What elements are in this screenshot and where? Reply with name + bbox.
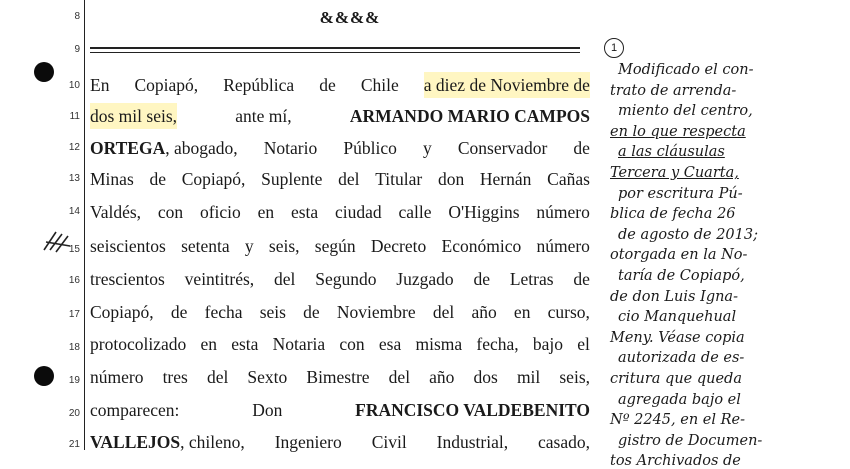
note-number-circle: 1: [604, 38, 624, 58]
line-number: 16: [68, 275, 80, 286]
text-word: misma: [415, 334, 463, 354]
bold-name: FRANCISCO VALDEBENITO: [355, 400, 590, 420]
text-word: veintitrés,: [184, 269, 255, 289]
text-word: Civil: [371, 432, 407, 452]
text-word: del: [388, 367, 411, 387]
text-word: Industrial,: [436, 432, 509, 452]
text-word: tres: [162, 367, 188, 387]
text-word: y: [244, 236, 254, 256]
text-word: según: [314, 236, 356, 256]
text-word: de: [573, 138, 590, 158]
text-word: seis,: [559, 367, 590, 387]
margin-note-line: blica de fecha 26: [610, 206, 736, 223]
text-word: y: [422, 138, 432, 158]
line-number: 15: [68, 244, 80, 255]
text-word: fecha,: [476, 334, 519, 354]
text-word: en: [257, 202, 275, 222]
text-word: con: [339, 334, 365, 354]
bold-name-group: [90, 429, 245, 455]
text-word: bajo: [532, 334, 564, 354]
text-word: ciudad: [335, 202, 382, 222]
text-word: oficio: [199, 202, 241, 222]
text-line: [90, 233, 590, 259]
text-word: del: [432, 302, 455, 322]
text-word: seiscientos: [90, 236, 166, 256]
text-word: esta: [231, 334, 259, 354]
text-word: en: [200, 334, 217, 354]
text-word: Cañas: [547, 169, 590, 189]
line-number: 19: [68, 375, 80, 386]
text-word: Copiapó,: [181, 169, 246, 189]
text-word: , chileno,: [180, 432, 245, 452]
margin-note-line: cio Manquehual: [618, 309, 737, 326]
text-word: comparecen:: [90, 400, 180, 420]
text-word: Hernán: [479, 169, 532, 189]
text-word: Sexto: [247, 367, 288, 387]
text-word: Segundo: [315, 269, 377, 289]
highlighted-text: a diez de Noviembre de: [424, 72, 590, 98]
margin-note-line: gistro de Documen-: [618, 432, 763, 449]
text-word: de: [149, 169, 166, 189]
text-word: esa: [378, 334, 402, 354]
margin-note-line: miento del centro,: [618, 103, 753, 120]
line-number: 17: [68, 309, 80, 320]
text-word: Noviembre: [336, 302, 416, 322]
margin-note-line: de don Luis Igna-: [610, 288, 738, 305]
text-word: setenta: [181, 236, 230, 256]
text-word: esta: [290, 202, 319, 222]
punch-hole: [34, 62, 54, 82]
bold-name: ORTEGA: [90, 138, 166, 158]
margin-note-line: Tercera y Cuarta,: [610, 165, 739, 181]
text-word: don: [437, 169, 465, 189]
document-header: &&&&: [319, 8, 381, 27]
text-line: [90, 103, 590, 129]
margin-note-line: Meny. Véase copia: [610, 329, 745, 346]
margin-note-line: autorizada de es-: [618, 350, 745, 367]
line-number: 12: [68, 142, 80, 153]
bold-name: ARMANDO MARIO CAMPOS: [349, 106, 590, 126]
text-line: [90, 331, 590, 357]
text-word: Valdés,: [90, 202, 142, 222]
text-word: de: [473, 269, 491, 289]
text-line: [90, 166, 590, 192]
text-word: Titular: [375, 169, 423, 189]
text-word: Decreto: [370, 236, 427, 256]
text-word: de: [303, 302, 320, 322]
text-word: del: [274, 269, 296, 289]
text-word: Notario: [263, 138, 318, 158]
text-word: Minas: [90, 169, 134, 189]
margin-pen-mark: [40, 228, 76, 256]
margin-note-line: por escritura Pú-: [618, 185, 743, 202]
text-word: Juzgado: [396, 269, 454, 289]
text-word: del: [338, 169, 360, 189]
margin-note-line: de agosto de 2013;: [618, 226, 758, 243]
text-word: en: [513, 302, 531, 322]
text-word: Notaria: [272, 334, 326, 354]
line-number: 20: [68, 408, 80, 419]
text-word: mil: [516, 367, 541, 387]
margin-note-line: taría de Copiapó,: [618, 268, 745, 284]
text-line: [90, 72, 590, 98]
text-word: , abogado,: [165, 138, 238, 158]
text-word: protocolizado: [90, 334, 187, 354]
header-rule: [90, 47, 580, 49]
text-word: Suplente: [261, 169, 323, 189]
text-word: Copiapó,: [134, 75, 199, 95]
text-word: Conservador: [457, 138, 548, 158]
text-line: [90, 397, 590, 423]
header-rule-thin: [90, 52, 580, 53]
text-line: [90, 299, 590, 325]
text-word: seis: [259, 302, 286, 322]
text-word: República: [223, 75, 295, 95]
text-word: número: [90, 367, 144, 387]
line-number: 8: [74, 11, 80, 22]
text-word: con: [157, 202, 184, 222]
margin-note-line: otorgada en la No-: [610, 247, 748, 264]
punch-hole: [34, 366, 54, 386]
text-word: de: [319, 75, 336, 95]
margin-note-line: tos Archivados de: [610, 453, 741, 469]
text-word: curso,: [547, 302, 590, 322]
margin-note-line: Modificado el con-: [618, 62, 754, 78]
line-number: 9: [74, 44, 80, 55]
text-word: Bimestre: [306, 367, 370, 387]
line-number: 13: [68, 173, 80, 184]
text-word: número: [536, 202, 590, 222]
line-number: 10: [68, 80, 80, 91]
text-word: año: [429, 367, 455, 387]
text-line: [90, 266, 590, 292]
text-word: Chile: [360, 75, 399, 95]
text-word: casado,: [538, 432, 590, 452]
margin-note-line: a las cláusulas: [618, 144, 725, 161]
line-number: 18: [68, 342, 80, 353]
text-line: [90, 429, 590, 455]
line-number: 11: [69, 111, 80, 122]
text-word: Letras: [509, 269, 554, 289]
text-word: del: [206, 367, 229, 387]
text-word: calle: [398, 202, 432, 222]
margin-note-line: agregada bajo el: [618, 391, 741, 408]
text-word: de: [170, 302, 188, 322]
text-word: número: [536, 236, 590, 256]
text-word: el: [577, 334, 590, 354]
text-word: dos: [473, 367, 498, 387]
text-word: Ingeniero: [274, 432, 342, 452]
text-word: O'Higgins: [448, 202, 520, 222]
text-line: [90, 199, 590, 225]
text-line: [90, 364, 590, 390]
text-word: Público: [343, 138, 397, 158]
bold-name: VALLEJOS: [90, 432, 181, 452]
text-word: seis,: [268, 236, 300, 256]
line-number: 14: [68, 206, 80, 217]
margin-note-line: critura que queda: [610, 371, 742, 387]
text-word: año: [471, 302, 497, 322]
left-margin-rule: [84, 0, 85, 450]
text-word: de: [573, 269, 590, 289]
text-line: [90, 135, 590, 161]
text-word: fecha: [204, 302, 243, 322]
text-word: ante mí,: [235, 106, 292, 126]
highlighted-text: dos mil seis,: [90, 103, 177, 129]
margin-note-line: en lo que respecta: [610, 123, 746, 140]
text-word: Copiapó,: [90, 302, 154, 322]
text-word: Económico: [441, 236, 522, 256]
text-word: En: [90, 75, 110, 95]
bold-name-group: [90, 135, 238, 161]
line-number: 21: [68, 439, 80, 450]
margin-note-line: trato de arrenda-: [610, 82, 737, 99]
text-word: Don: [252, 400, 283, 420]
margin-note-line: Nº 2245, en el Re-: [610, 412, 745, 429]
text-word: trescientos: [90, 269, 165, 289]
